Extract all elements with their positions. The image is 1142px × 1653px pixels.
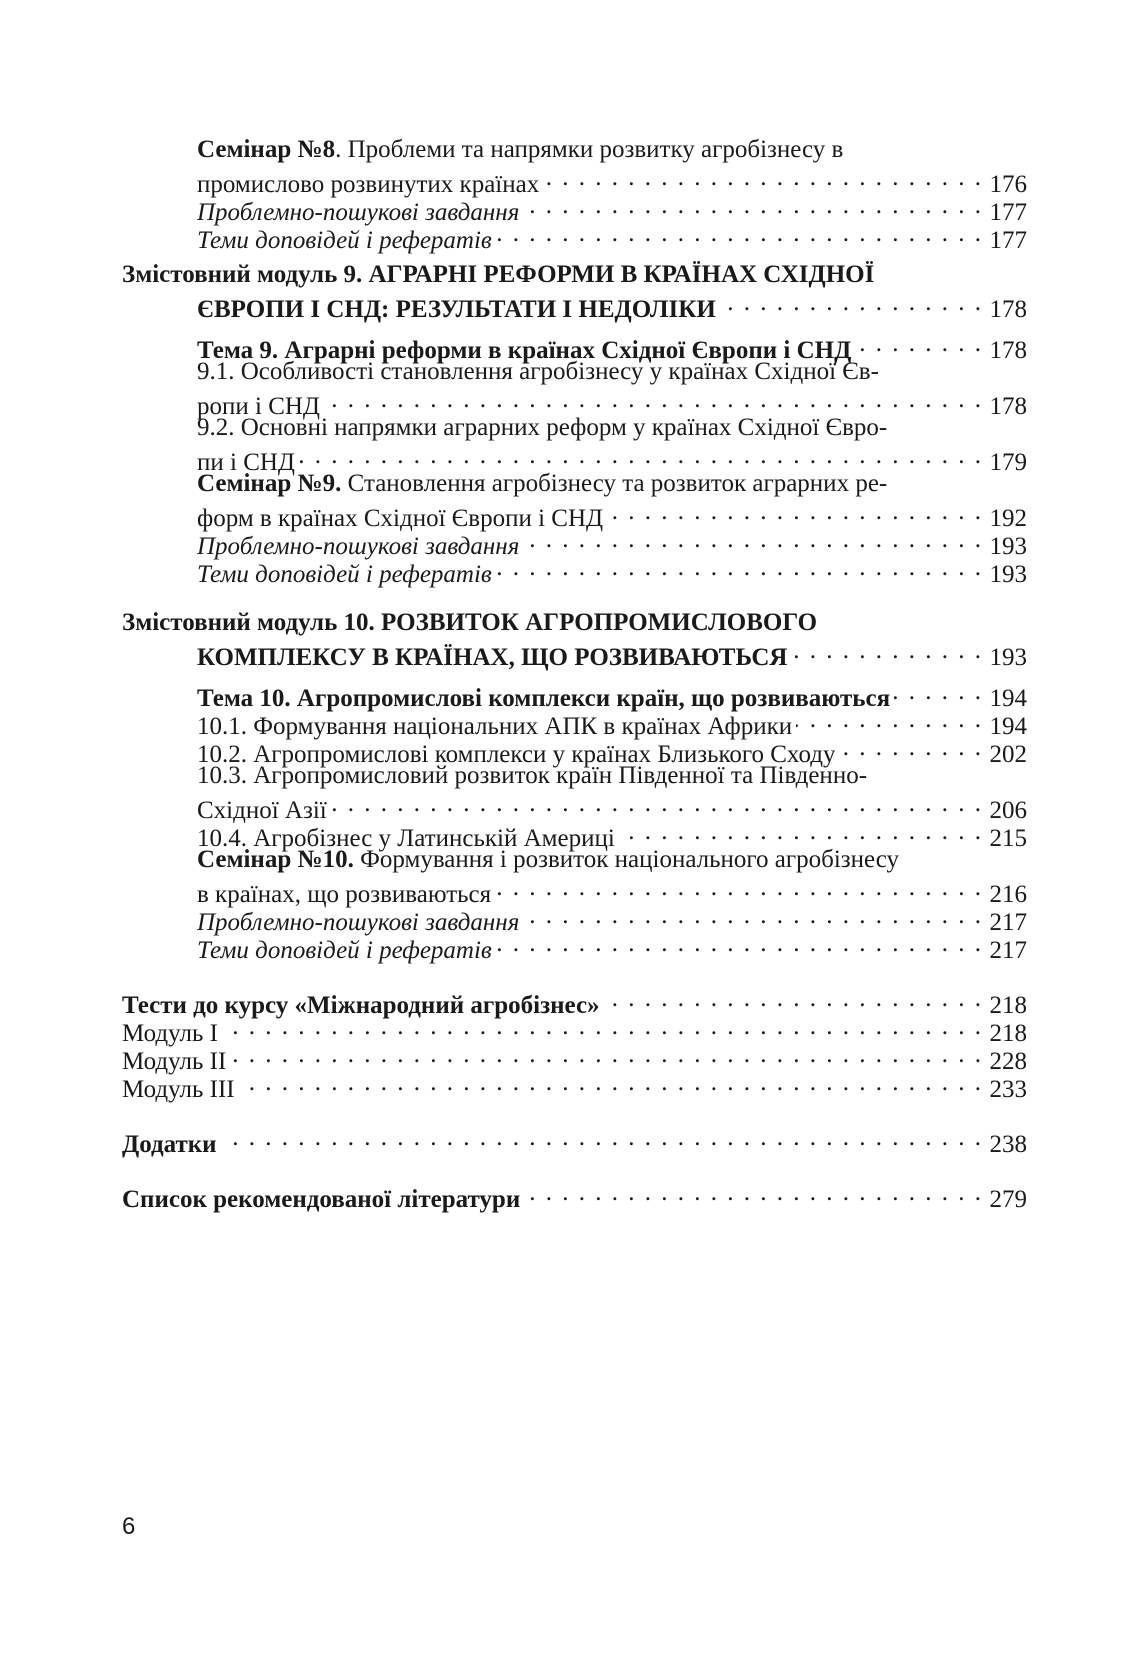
module-1-title: Модуль I <box>122 1020 218 1047</box>
section-9-1-title-cont: ропи і СНД <box>197 393 320 420</box>
dot-leader <box>495 874 983 902</box>
toc-entry-literature[interactable] <box>122 1179 1027 1213</box>
dot-leader <box>239 1069 983 1097</box>
page-number: 238 <box>989 1131 1027 1158</box>
literature-title: Список рекомендованої літератури <box>122 1186 521 1213</box>
toc-entry-module-9[interactable] <box>122 289 1027 323</box>
toc-entry-appendix[interactable] <box>122 1124 1027 1158</box>
toc-entry-seminar-8-line1[interactable] <box>122 136 1027 164</box>
toc-entry-tests[interactable] <box>122 985 1027 1019</box>
toc-entry-module-10-line1[interactable] <box>122 609 1027 637</box>
dot-leader <box>523 526 983 554</box>
dot-leader <box>619 818 983 846</box>
toc-entry-9-2-line1[interactable] <box>122 414 1027 442</box>
page-number: 217 <box>989 909 1027 936</box>
page-number: 279 <box>989 1186 1027 1213</box>
seminar-10-title: Формування і розвиток національного агробізнесу <box>353 846 900 873</box>
module-3-title: Модуль III <box>122 1076 235 1103</box>
page-number: 178 <box>989 393 1027 420</box>
topics-title: Теми доповідей і рефератів <box>197 561 492 588</box>
toc-entry-topic-9[interactable] <box>122 330 1027 364</box>
section-9-2-title-cont: пи і СНД <box>197 449 295 476</box>
dot-leader <box>331 790 983 818</box>
toc-entry-10-3[interactable] <box>122 790 1027 824</box>
tests-title: Тести до курсу «Міжнародний агробізнес» <box>122 992 600 1019</box>
dot-leader <box>604 985 983 1013</box>
seminar-10-label: Семінар №10. <box>197 846 354 873</box>
toc-entry-module-10[interactable] <box>122 637 1027 671</box>
table-of-contents <box>122 136 1027 1213</box>
toc-entry-10-3-line1[interactable] <box>122 762 1027 790</box>
toc-entry-9-1[interactable] <box>122 386 1027 420</box>
toc-entry-9-1-line1[interactable] <box>122 358 1027 386</box>
seminar-10-title-cont: в країнах, що розвиваються <box>197 881 492 908</box>
dot-leader <box>523 192 983 220</box>
toc-entry-module-3[interactable] <box>122 1069 1027 1103</box>
seminar-9-title-cont: форм в країнах Східної Європи і СНД <box>197 505 604 532</box>
footer-page-number: 6 <box>122 1513 136 1540</box>
dot-leader <box>523 902 983 930</box>
dot-leader <box>894 678 983 706</box>
section-10-4-title: 10.4. Агробізнес у Латинській Америці <box>197 825 615 852</box>
dot-leader <box>496 930 983 958</box>
page-number: 217 <box>989 937 1027 964</box>
module-2-title: Модуль II <box>122 1048 227 1075</box>
module-9-title: Змістовний модуль 9. АГРАРНІ РЕФОРМИ В КРАЇНАХ СХІДНОЇ <box>122 261 875 288</box>
seminar-9-label: Семінар №9. <box>197 470 342 497</box>
dot-leader <box>543 164 983 192</box>
toc-entry-seminar-10[interactable] <box>122 874 1027 908</box>
page-number: 194 <box>989 713 1027 740</box>
dot-leader <box>607 498 983 526</box>
page-number: 192 <box>989 505 1027 532</box>
page-number: 218 <box>989 992 1027 1019</box>
module-9-title-cont: ЄВРОПИ І СНД: РЕЗУЛЬТАТИ І НЕДОЛІКИ <box>197 296 716 323</box>
dot-leader <box>720 289 983 317</box>
dot-leader <box>524 1179 983 1207</box>
page-number: 193 <box>989 561 1027 588</box>
dot-leader <box>796 706 983 734</box>
page-number: 177 <box>989 227 1027 254</box>
page-number: 177 <box>989 199 1027 226</box>
dot-leader <box>221 1124 983 1152</box>
page-number: 178 <box>989 296 1027 323</box>
section-10-1-title: 10.1. Формування національних АПК в країнах Африки <box>197 713 793 740</box>
page-number: 228 <box>989 1048 1027 1075</box>
appendix-title: Додатки <box>122 1131 217 1158</box>
dot-leader <box>792 637 984 665</box>
page-number: 179 <box>989 449 1027 476</box>
dot-leader <box>230 1041 983 1069</box>
tasks-title: Проблемно-пошукові завдання <box>197 909 520 936</box>
section-10-2-title: 10.2. Агропромислові комплекси у країнах Близького Сходу <box>197 741 836 768</box>
page-number: 194 <box>989 685 1027 712</box>
toc-entry-module-2[interactable] <box>122 1041 1027 1075</box>
toc-entry-seminar-9-line1[interactable] <box>122 470 1027 498</box>
toc-entry-seminar-9[interactable] <box>122 498 1027 532</box>
topic-9-title: Тема 9. Аграрні реформи в країнах Східної Європи і СНД <box>197 337 852 364</box>
seminar-8-title-cont: промислово розвинутих країнах <box>197 171 540 198</box>
topics-title: Теми доповідей і рефератів <box>197 227 492 254</box>
section-10-3-title-cont: Східної Азії <box>197 797 327 824</box>
section-9-1-title: 9.1. Особливості становлення агробізнесу у країнах Східної Єв- <box>197 358 879 385</box>
page-number: 215 <box>989 825 1027 852</box>
section-10-3-title: 10.3. Агропромисловий розвиток країн Південної та Південно- <box>197 762 868 789</box>
page-number: 233 <box>989 1076 1027 1103</box>
section-9-2-title: 9.2. Основні напрямки аграрних реформ у країнах Східної Євро- <box>197 414 888 441</box>
dot-leader <box>855 330 983 358</box>
toc-entry-module-1[interactable] <box>122 1013 1027 1047</box>
page-number: 178 <box>989 337 1027 364</box>
seminar-8-label: Семінар №8 <box>197 136 336 163</box>
dot-leader <box>496 220 983 248</box>
topics-title: Теми доповідей і рефератів <box>197 937 492 964</box>
spacer <box>122 1152 1027 1179</box>
toc-entry-seminar-8[interactable] <box>122 164 1027 198</box>
topic-10-title: Тема 10. Агропромислові комплекси країн, що розвиваються <box>197 685 891 712</box>
spacer <box>122 1097 1027 1124</box>
toc-entry-module-9-line1[interactable] <box>122 261 1027 289</box>
page-number: 206 <box>989 797 1027 824</box>
dot-leader <box>496 554 983 582</box>
toc-entry-topic-10[interactable] <box>122 678 1027 712</box>
dot-leader <box>222 1013 983 1041</box>
page-number: 193 <box>989 533 1027 560</box>
page-number: 202 <box>989 741 1027 768</box>
page-number: 176 <box>989 171 1027 198</box>
dot-leader <box>299 442 983 470</box>
page-number: 218 <box>989 1020 1027 1047</box>
toc-entry-seminar-10-line1[interactable] <box>122 846 1027 874</box>
tasks-title: Проблемно-пошукові завдання <box>197 199 520 226</box>
seminar-8-title: . Проблеми та напрямки розвитку агробізнесу в <box>335 136 844 163</box>
page-number: 193 <box>989 644 1027 671</box>
module-10-title: Змістовний модуль 10. РОЗВИТОК АГРОПРОМИСЛОВОГО <box>122 609 818 636</box>
tasks-title: Проблемно-пошукові завдання <box>197 533 520 560</box>
seminar-9-title: Становлення агробізнесу та розвиток аграрних ре- <box>341 470 888 497</box>
toc-entry-9-2[interactable] <box>122 442 1027 476</box>
module-10-title-cont: КОМПЛЕКСУ В КРАЇНАХ, ЩО РОЗВИВАЮТЬСЯ <box>197 644 788 671</box>
dot-leader <box>839 734 983 762</box>
page-number: 216 <box>989 881 1027 908</box>
dot-leader <box>324 386 983 414</box>
